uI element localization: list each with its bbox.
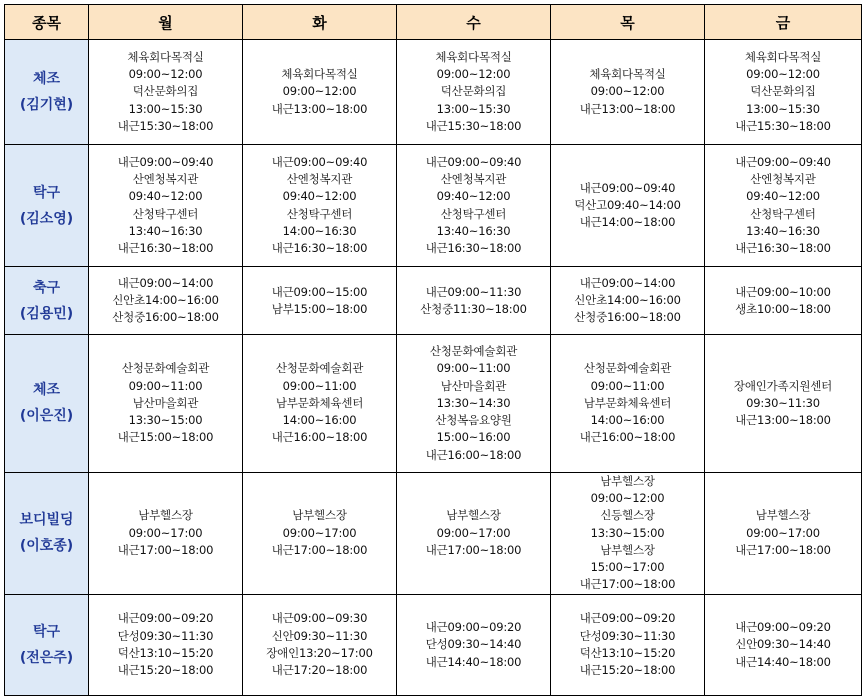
- schedule-line: 내근09:00~14:00: [117, 275, 214, 290]
- schedule-cell-wed: [397, 267, 551, 335]
- schedule-line: 단성09:30~11:30: [579, 628, 676, 643]
- row-label: [5, 267, 89, 335]
- schedule-line: 09:00~11:00: [590, 378, 665, 393]
- schedule-cell-mon: [89, 267, 243, 335]
- header-sport: 종목: [5, 5, 89, 40]
- schedule-line: 산청문화예술회관: [275, 361, 364, 376]
- schedule-line: 체육회다목적실: [744, 49, 822, 64]
- schedule-line: 09:00~11:00: [128, 378, 203, 393]
- schedule-line: 내근09:00~14:00: [579, 275, 676, 290]
- teacher-name: (김소영): [19, 210, 74, 227]
- weekly-schedule-table: [4, 4, 862, 696]
- schedule-line: 산청탁구센터: [440, 206, 507, 221]
- schedule-body: [5, 40, 862, 696]
- schedule-cell-fri: [705, 145, 862, 267]
- schedule-line: 덕산13:10~15:20: [117, 645, 214, 660]
- row-label: [5, 335, 89, 472]
- schedule-line: 내근15:20~18:00: [579, 663, 676, 678]
- schedule-line: 장애인13:20~17:00: [266, 645, 373, 660]
- schedule-cell-thu: [551, 267, 705, 335]
- schedule-line: 산청중16:00~18:00: [112, 310, 219, 325]
- schedule-cell-mon: [89, 145, 243, 267]
- schedule-line: 13:40~16:30: [746, 224, 820, 239]
- schedule-line: 덕산고09:40~14:00: [574, 198, 681, 213]
- schedule-line: 내근15:30~18:00: [735, 119, 831, 134]
- schedule-line: 09:40~12:00: [436, 189, 511, 204]
- schedule-line: 남부문화체육센터: [275, 395, 364, 410]
- schedule-line: 남부헬스장: [138, 508, 193, 523]
- teacher-name: (전은주): [19, 649, 74, 666]
- schedule-line: 내근09:00~09:20: [425, 619, 522, 634]
- sport-name: 탁구: [32, 623, 61, 640]
- schedule-line: 내근17:00~18:00: [117, 542, 214, 557]
- schedule-cell-mon: [89, 594, 243, 695]
- schedule-line: 산청탁구센터: [750, 206, 816, 221]
- schedule-cell-fri: [705, 267, 862, 335]
- table-row: [5, 40, 862, 145]
- sport-name: 보디빌딩: [19, 512, 74, 529]
- schedule-line: 내근09:00~09:40: [271, 154, 368, 169]
- schedule-cell-tue: [243, 472, 397, 594]
- schedule-line: 체육회다목적실: [435, 49, 512, 64]
- schedule-line: 체육회다목적실: [127, 49, 204, 64]
- schedule-line: 내근09:00~11:30: [425, 284, 522, 299]
- schedule-cell-thu: [551, 472, 705, 594]
- schedule-line: 장애인가족지원센터: [733, 378, 833, 393]
- schedule-line: 내근15:00~18:00: [117, 430, 214, 445]
- schedule-cell-thu: [551, 335, 705, 472]
- schedule-line: 신안초14:00~16:00: [112, 293, 219, 308]
- schedule-cell-tue: [243, 594, 397, 695]
- schedule-line: 09:00~11:00: [436, 361, 511, 376]
- schedule-line: 덕산문화의집: [440, 84, 507, 99]
- header-mon: 월: [89, 5, 243, 40]
- schedule-line: 내근17:00~18:00: [735, 542, 831, 557]
- schedule-line: 내근16:30~18:00: [117, 241, 214, 256]
- header-tue: 화: [243, 5, 397, 40]
- table-row: [5, 335, 862, 472]
- row-label: [5, 145, 89, 267]
- schedule-cell-mon: [89, 472, 243, 594]
- schedule-line: 체육회다목적실: [281, 67, 358, 82]
- schedule-line: 09:00~17:00: [436, 525, 511, 540]
- teacher-name: (김용민): [19, 305, 74, 322]
- schedule-line: 내근17:00~18:00: [579, 577, 676, 592]
- schedule-line: 09:00~12:00: [590, 84, 665, 99]
- schedule-line: 09:00~12:00: [590, 490, 665, 505]
- sport-name: 체조: [32, 382, 61, 399]
- schedule-line: 13:30~15:00: [590, 525, 665, 540]
- schedule-cell-mon: [89, 335, 243, 472]
- schedule-line: 09:00~11:00: [282, 378, 357, 393]
- row-label: [5, 594, 89, 695]
- schedule-line: 내근16:00~18:00: [579, 430, 676, 445]
- schedule-line: 내근13:00~18:00: [735, 413, 831, 428]
- schedule-line: 내근14:40~18:00: [735, 654, 831, 669]
- schedule-line: 13:00~15:30: [436, 101, 511, 116]
- teacher-name: (이호종): [19, 538, 74, 555]
- header-row: [5, 5, 862, 40]
- schedule-line: 내근15:30~18:00: [425, 119, 522, 134]
- schedule-line: 내근14:40~18:00: [425, 654, 522, 669]
- schedule-cell-fri: [705, 472, 862, 594]
- schedule-line: 13:40~16:30: [436, 224, 511, 239]
- teacher-name: (이은진): [19, 408, 74, 425]
- schedule-line: 09:40~12:00: [746, 189, 820, 204]
- schedule-line: 덕산13:10~15:20: [579, 645, 676, 660]
- schedule-line: 내근09:00~09:40: [425, 154, 522, 169]
- schedule-line: 내근09:00~09:40: [735, 154, 831, 169]
- schedule-line: 09:40~12:00: [128, 189, 203, 204]
- schedule-cell-fri: [705, 594, 862, 695]
- header-thu: 목: [551, 5, 705, 40]
- schedule-cell-tue: [243, 335, 397, 472]
- schedule-line: 남산마을회관: [440, 378, 507, 393]
- schedule-line: 09:40~12:00: [282, 189, 357, 204]
- schedule-cell-mon: [89, 40, 243, 145]
- schedule-line: 내근13:00~18:00: [579, 101, 676, 116]
- schedule-line: 내근17:20~18:00: [271, 663, 368, 678]
- schedule-line: 09:00~12:00: [128, 67, 203, 82]
- schedule-line: 내근14:00~18:00: [579, 215, 676, 230]
- schedule-line: 생초10:00~18:00: [735, 301, 831, 316]
- schedule-line: 내근15:20~18:00: [117, 663, 214, 678]
- schedule-cell-thu: [551, 40, 705, 145]
- schedule-line: 09:00~17:00: [746, 525, 820, 540]
- table-row: [5, 472, 862, 594]
- schedule-line: 14:00~16:00: [282, 413, 357, 428]
- schedule-line: 신안초14:00~16:00: [574, 293, 681, 308]
- schedule-line: 내근09:00~09:40: [117, 154, 214, 169]
- schedule-line: 남부15:00~18:00: [271, 301, 368, 316]
- schedule-line: 15:00~16:00: [436, 430, 511, 445]
- schedule-line: 내근16:30~18:00: [735, 241, 831, 256]
- schedule-line: 산청문화예술회관: [583, 361, 672, 376]
- schedule-line: 내근17:00~18:00: [271, 542, 368, 557]
- schedule-line: 내근15:30~18:00: [117, 119, 214, 134]
- schedule-line: 남부헬스장: [292, 508, 347, 523]
- schedule-line: 덕산문화의집: [132, 84, 199, 99]
- schedule-cell-tue: [243, 267, 397, 335]
- schedule-line: 14:00~16:30: [282, 224, 357, 239]
- schedule-cell-tue: [243, 40, 397, 145]
- sport-name: 탁구: [32, 184, 61, 201]
- schedule-line: 산청복음요양원: [435, 413, 512, 428]
- schedule-line: 09:30~11:30: [746, 395, 820, 410]
- schedule-line: 09:00~12:00: [282, 84, 357, 99]
- teacher-name: (김기현): [19, 97, 74, 114]
- schedule-line: 내근13:00~18:00: [271, 101, 368, 116]
- schedule-line: 산청중16:00~18:00: [574, 310, 681, 325]
- schedule-line: 09:00~17:00: [128, 525, 203, 540]
- schedule-cell-wed: [397, 145, 551, 267]
- schedule-line: 내근16:30~18:00: [271, 241, 368, 256]
- schedule-line: 단성09:30~14:40: [425, 637, 522, 652]
- header-wed: 수: [397, 5, 551, 40]
- schedule-line: 13:00~15:30: [746, 101, 820, 116]
- sport-name: 축구: [32, 279, 61, 296]
- schedule-line: 남산마을회관: [132, 395, 199, 410]
- schedule-line: 내근09:00~15:00: [271, 284, 368, 299]
- schedule-cell-wed: [397, 40, 551, 145]
- schedule-line: 13:00~15:30: [128, 101, 203, 116]
- schedule-line: 15:00~17:00: [590, 560, 665, 575]
- row-label: [5, 472, 89, 594]
- schedule-cell-thu: [551, 594, 705, 695]
- schedule-line: 내근16:00~18:00: [271, 430, 368, 445]
- schedule-line: 산청탁구센터: [132, 206, 199, 221]
- schedule-cell-fri: [705, 40, 862, 145]
- row-label: [5, 40, 89, 145]
- schedule-line: 내근09:00~09:20: [579, 611, 676, 626]
- schedule-line: 산엔청복지관: [750, 172, 816, 187]
- schedule-line: 산엔청복지관: [440, 172, 507, 187]
- schedule-line: 남부헬스장: [755, 508, 811, 523]
- schedule-cell-thu: [551, 145, 705, 267]
- schedule-line: 내근09:00~09:40: [579, 180, 676, 195]
- schedule-line: 13:40~16:30: [128, 224, 203, 239]
- schedule-line: 산청문화예술회관: [121, 361, 210, 376]
- schedule-line: 13:30~14:30: [436, 395, 511, 410]
- schedule-line: 산엔청복지관: [132, 172, 199, 187]
- schedule-line: 신등헬스장: [600, 508, 655, 523]
- table-row: [5, 145, 862, 267]
- schedule-line: 산청문화예술회관: [429, 343, 518, 358]
- schedule-line: 내근17:00~18:00: [425, 542, 522, 557]
- schedule-line: 09:00~12:00: [436, 67, 511, 82]
- schedule-line: 내근09:00~09:30: [271, 611, 368, 626]
- schedule-line: 단성09:30~11:30: [117, 628, 214, 643]
- schedule-line: 산엔청복지관: [286, 172, 353, 187]
- schedule-cell-wed: [397, 335, 551, 472]
- schedule-line: 09:00~17:00: [282, 525, 357, 540]
- table-row: [5, 267, 862, 335]
- schedule-line: 14:00~16:00: [590, 413, 665, 428]
- schedule-cell-fri: [705, 335, 862, 472]
- schedule-line: 신안09:30~14:40: [735, 637, 831, 652]
- schedule-cell-wed: [397, 594, 551, 695]
- schedule-line: 09:00~12:00: [746, 67, 820, 82]
- schedule-line: 신안09:30~11:30: [271, 628, 368, 643]
- schedule-line: 13:30~15:00: [128, 413, 203, 428]
- sport-name: 체조: [32, 71, 61, 88]
- schedule-line: 내근09:00~10:00: [735, 284, 831, 299]
- schedule-line: 내근09:00~09:20: [117, 611, 214, 626]
- schedule-line: 남부헬스장: [600, 473, 655, 488]
- schedule-line: 체육회다목적실: [589, 67, 666, 82]
- schedule-line: 덕산문화의집: [750, 84, 816, 99]
- schedule-line: 내근09:00~09:20: [735, 619, 831, 634]
- schedule-cell-tue: [243, 145, 397, 267]
- schedule-line: 내근16:00~18:00: [425, 447, 522, 462]
- schedule-line: 남부헬스장: [600, 542, 655, 557]
- schedule-cell-wed: [397, 472, 551, 594]
- schedule-line: 산청중11:30~18:00: [420, 301, 527, 316]
- schedule-line: 남부문화체육센터: [583, 395, 672, 410]
- schedule-line: 산청탁구센터: [286, 206, 353, 221]
- schedule-line: 내근16:30~18:00: [425, 241, 522, 256]
- header-fri: 금: [705, 5, 862, 40]
- table-row: [5, 594, 862, 695]
- schedule-line: 남부헬스장: [446, 508, 501, 523]
